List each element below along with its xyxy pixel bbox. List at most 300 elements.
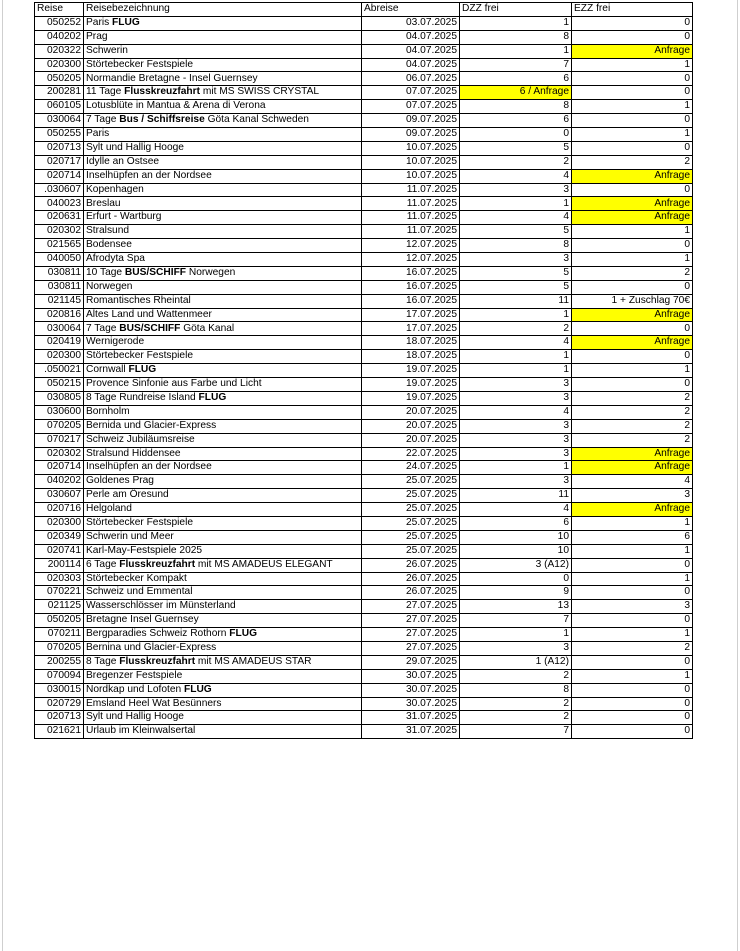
table-row	[35, 586, 693, 600]
cell-reise: 020419	[35, 336, 84, 350]
cell-reise: 200281	[35, 86, 84, 100]
cell-abreise: 16.07.2025	[362, 294, 460, 308]
cell-dzz-frei: 2	[460, 669, 572, 683]
cell-ezz-frei: 1	[572, 572, 693, 586]
cell-abreise: 30.07.2025	[362, 669, 460, 683]
cell-reise: 020716	[35, 503, 84, 517]
name-segment: Provence Sinfonie aus Farbe und Licht	[86, 378, 262, 390]
cell-dzz-frei: 5	[460, 225, 572, 239]
cell-abreise: 09.07.2025	[362, 128, 460, 142]
cell-dzz-frei: 11	[460, 489, 572, 503]
cell-reise: 070205	[35, 641, 84, 655]
cell-dzz-frei: 3	[460, 433, 572, 447]
cell-abreise: 24.07.2025	[362, 461, 460, 475]
cell-ezz-frei: 2	[572, 391, 693, 405]
cell-dzz-frei: 1 (A12)	[460, 655, 572, 669]
name-segment: mit MS SWISS CRYSTAL	[200, 86, 320, 98]
table-row	[35, 641, 693, 655]
cell-dzz-frei: 2	[460, 322, 572, 336]
cell-abreise: 11.07.2025	[362, 211, 460, 225]
name-segment: mit MS AMADEUS STAR	[195, 655, 312, 667]
cell-abreise: 20.07.2025	[362, 405, 460, 419]
cell-reise: 050205	[35, 614, 84, 628]
cell-reise: 070094	[35, 669, 84, 683]
cell-reisebezeichnung	[84, 391, 362, 405]
table-row	[35, 86, 693, 100]
table-row	[35, 58, 693, 72]
name-segment: Schweiz und Emmental	[86, 586, 193, 598]
cell-reisebezeichnung	[84, 725, 362, 739]
page-border-right	[737, 0, 738, 951]
name-segment: Normandie Bretagne - Insel Guernsey	[86, 72, 258, 84]
header-row	[35, 3, 693, 17]
cell-dzz-frei: 1	[460, 350, 572, 364]
cell-reise: 020302	[35, 225, 84, 239]
name-segment: Norwegen	[186, 266, 236, 278]
cell-ezz-frei: 0	[572, 141, 693, 155]
table-row	[35, 558, 693, 572]
cell-reisebezeichnung	[84, 128, 362, 142]
table-row	[35, 114, 693, 128]
cell-dzz-frei: 4	[460, 336, 572, 350]
table-row	[35, 197, 693, 211]
table-row	[35, 475, 693, 489]
cell-reisebezeichnung	[84, 308, 362, 322]
name-segment-bold: Flusskreuzfahrt	[124, 86, 201, 98]
cell-reise: 020816	[35, 308, 84, 322]
table-row	[35, 183, 693, 197]
table-row	[35, 308, 693, 322]
table-row	[35, 655, 693, 669]
cell-reisebezeichnung	[84, 294, 362, 308]
name-segment: Bernina und Glacier-Express	[86, 642, 217, 654]
cell-ezz-frei: Anfrage	[572, 44, 693, 58]
cell-reise: 020741	[35, 544, 84, 558]
name-segment: Urlaub im Kleinwalsertal	[86, 725, 196, 737]
cell-reisebezeichnung	[84, 58, 362, 72]
cell-dzz-frei: 1	[460, 44, 572, 58]
cell-reise: 070217	[35, 433, 84, 447]
cell-reisebezeichnung	[84, 30, 362, 44]
cell-dzz-frei: 8	[460, 100, 572, 114]
name-segment: Schweiz Jubiläumsreise	[86, 433, 195, 445]
cell-ezz-frei: 0	[572, 683, 693, 697]
cell-reisebezeichnung	[84, 100, 362, 114]
cell-reisebezeichnung	[84, 614, 362, 628]
cell-abreise: 16.07.2025	[362, 280, 460, 294]
cell-reise: 021145	[35, 294, 84, 308]
name-segment: Bretagne Insel Guernsey	[86, 614, 199, 626]
cell-reisebezeichnung	[84, 211, 362, 225]
cell-ezz-frei: 0	[572, 280, 693, 294]
cell-abreise: 04.07.2025	[362, 58, 460, 72]
cell-reisebezeichnung	[84, 16, 362, 30]
cell-abreise: 26.07.2025	[362, 558, 460, 572]
cell-reise: 020300	[35, 58, 84, 72]
cell-ezz-frei: 0	[572, 114, 693, 128]
cell-ezz-frei: 0	[572, 558, 693, 572]
cell-dzz-frei: 1	[460, 16, 572, 30]
cell-reise: 040202	[35, 30, 84, 44]
name-segment-bold: Bus / Schiffsreise	[119, 114, 205, 126]
name-segment: Störtebecker Festspiele	[86, 58, 194, 70]
name-segment: Altes Land und Wattenmeer	[86, 308, 212, 320]
cell-ezz-frei: 1	[572, 253, 693, 267]
cell-ezz-frei: 0	[572, 586, 693, 600]
cell-dzz-frei: 3	[460, 447, 572, 461]
cell-ezz-frei: 2	[572, 266, 693, 280]
name-segment: 8 Tage	[86, 655, 120, 667]
cell-abreise: 25.07.2025	[362, 503, 460, 517]
cell-reise: 040050	[35, 253, 84, 267]
name-segment: Afrodyta Spa	[86, 253, 145, 265]
table-row	[35, 239, 693, 253]
cell-dzz-frei: 4	[460, 211, 572, 225]
cell-reise: 020713	[35, 711, 84, 725]
cell-dzz-frei: 3	[460, 419, 572, 433]
cell-abreise: 20.07.2025	[362, 419, 460, 433]
name-segment-bold: FLUG	[184, 683, 212, 695]
cell-reise: 200255	[35, 655, 84, 669]
cell-abreise: 17.07.2025	[362, 308, 460, 322]
page-border-left	[2, 0, 3, 951]
table-row	[35, 225, 693, 239]
cell-abreise: 10.07.2025	[362, 169, 460, 183]
name-segment: Kopenhagen	[86, 183, 144, 195]
cell-abreise: 25.07.2025	[362, 489, 460, 503]
cell-reisebezeichnung	[84, 600, 362, 614]
cell-abreise: 19.07.2025	[362, 378, 460, 392]
name-segment: Bodensee	[86, 239, 132, 251]
cell-dzz-frei: 0	[460, 572, 572, 586]
name-segment-bold: FLUG	[229, 628, 258, 640]
cell-abreise: 11.07.2025	[362, 225, 460, 239]
table-row	[35, 253, 693, 267]
cell-abreise: 09.07.2025	[362, 114, 460, 128]
cell-abreise: 27.07.2025	[362, 600, 460, 614]
table-row	[35, 336, 693, 350]
name-segment: 7 Tage	[86, 114, 120, 126]
cell-reise: 050252	[35, 16, 84, 30]
cell-reise: 020713	[35, 141, 84, 155]
cell-abreise: 25.07.2025	[362, 516, 460, 530]
cell-reise: 040023	[35, 197, 84, 211]
cell-abreise: 19.07.2025	[362, 364, 460, 378]
cell-abreise: 10.07.2025	[362, 155, 460, 169]
cell-reise: 030064	[35, 322, 84, 336]
name-segment: Romantisches Rheintal	[86, 294, 191, 306]
cell-dzz-frei: 3	[460, 475, 572, 489]
cell-dzz-frei: 1	[460, 364, 572, 378]
cell-dzz-frei: 3	[460, 391, 572, 405]
cell-abreise: 31.07.2025	[362, 711, 460, 725]
cell-reisebezeichnung	[84, 669, 362, 683]
name-segment: 10 Tage	[86, 266, 125, 278]
cell-reisebezeichnung	[84, 183, 362, 197]
cell-reise: 020322	[35, 44, 84, 58]
cell-ezz-frei: 6	[572, 530, 693, 544]
cell-ezz-frei: 0	[572, 183, 693, 197]
cell-ezz-frei: Anfrage	[572, 197, 693, 211]
cell-dzz-frei: 11	[460, 294, 572, 308]
cell-abreise: 04.07.2025	[362, 44, 460, 58]
table-row	[35, 461, 693, 475]
cell-reise: 070205	[35, 419, 84, 433]
cell-reise: 020717	[35, 155, 84, 169]
cell-reisebezeichnung	[84, 322, 362, 336]
table-row	[35, 669, 693, 683]
cell-reisebezeichnung	[84, 530, 362, 544]
cell-ezz-frei: 1	[572, 628, 693, 642]
cell-abreise: 11.07.2025	[362, 197, 460, 211]
name-segment-bold: Flusskreuzfahrt	[119, 558, 196, 570]
cell-abreise: 29.07.2025	[362, 655, 460, 669]
cell-reisebezeichnung	[84, 433, 362, 447]
cell-dzz-frei: 7	[460, 58, 572, 72]
cell-reise: 020300	[35, 516, 84, 530]
table-row	[35, 44, 693, 58]
cell-ezz-frei: 0	[572, 614, 693, 628]
cell-ezz-frei: 2	[572, 405, 693, 419]
name-segment: Lotusblüte in Mantua & Arena di Verona	[86, 100, 266, 112]
cell-reise: 021125	[35, 600, 84, 614]
table-row	[35, 378, 693, 392]
name-segment: 11 Tage	[86, 86, 125, 98]
name-segment: Göta Kanal	[180, 322, 235, 334]
table-row	[35, 72, 693, 86]
cell-reisebezeichnung	[84, 197, 362, 211]
cell-dzz-frei: 1	[460, 628, 572, 642]
cell-reise: 030811	[35, 280, 84, 294]
cell-dzz-frei: 2	[460, 711, 572, 725]
cell-ezz-frei: Anfrage	[572, 211, 693, 225]
table-row	[35, 141, 693, 155]
cell-reisebezeichnung	[84, 558, 362, 572]
cell-ezz-frei: 1	[572, 669, 693, 683]
table-row	[35, 350, 693, 364]
cell-reise: 020349	[35, 530, 84, 544]
cell-ezz-frei: 1	[572, 58, 693, 72]
cell-reisebezeichnung	[84, 155, 362, 169]
cell-dzz-frei: 8	[460, 30, 572, 44]
cell-ezz-frei: 0	[572, 16, 693, 30]
cell-dzz-frei: 6 / Anfrage	[460, 86, 572, 100]
table-row	[35, 322, 693, 336]
cell-ezz-frei: 1	[572, 364, 693, 378]
cell-abreise: 19.07.2025	[362, 391, 460, 405]
cell-abreise: 26.07.2025	[362, 586, 460, 600]
cell-ezz-frei: 0	[572, 697, 693, 711]
cell-dzz-frei: 10	[460, 544, 572, 558]
table-row	[35, 697, 693, 711]
cell-dzz-frei: 8	[460, 239, 572, 253]
cell-ezz-frei: 1	[572, 128, 693, 142]
cell-reise: 030600	[35, 405, 84, 419]
cell-reisebezeichnung	[84, 628, 362, 642]
cell-dzz-frei: 6	[460, 72, 572, 86]
availability-table	[34, 2, 693, 739]
table-row	[35, 266, 693, 280]
cell-ezz-frei: 0	[572, 72, 693, 86]
cell-reise: 030064	[35, 114, 84, 128]
cell-reisebezeichnung	[84, 86, 362, 100]
cell-abreise: 17.07.2025	[362, 322, 460, 336]
table-row	[35, 614, 693, 628]
cell-reise: 021565	[35, 239, 84, 253]
cell-reise: 030805	[35, 391, 84, 405]
cell-dzz-frei: 5	[460, 141, 572, 155]
cell-dzz-frei: 6	[460, 114, 572, 128]
name-segment: Paris	[86, 128, 110, 140]
cell-reisebezeichnung	[84, 475, 362, 489]
cell-ezz-frei: Anfrage	[572, 503, 693, 517]
cell-dzz-frei: 5	[460, 266, 572, 280]
cell-ezz-frei: 1	[572, 225, 693, 239]
name-segment: Bernida und Glacier-Express	[86, 419, 217, 431]
name-segment: 7 Tage	[86, 322, 120, 334]
cell-dzz-frei: 1	[460, 308, 572, 322]
name-segment: Bregenzer Festspiele	[86, 669, 183, 681]
cell-reisebezeichnung	[84, 655, 362, 669]
cell-reisebezeichnung	[84, 350, 362, 364]
cell-ezz-frei: 0	[572, 655, 693, 669]
header-abreise: Abreise	[362, 3, 460, 17]
cell-ezz-frei: 2	[572, 433, 693, 447]
cell-dzz-frei: 1	[460, 197, 572, 211]
cell-ezz-frei: 2	[572, 155, 693, 169]
cell-reise: 020714	[35, 461, 84, 475]
cell-abreise: 25.07.2025	[362, 544, 460, 558]
name-segment-bold: BUS/SCHIFF	[119, 322, 181, 334]
cell-reise: 020729	[35, 697, 84, 711]
cell-dzz-frei: 4	[460, 169, 572, 183]
name-segment: Störtebecker Kompakt	[86, 572, 187, 584]
name-segment: Cornwall	[86, 364, 129, 376]
cell-dzz-frei: 13	[460, 600, 572, 614]
cell-dzz-frei: 1	[460, 461, 572, 475]
cell-abreise: 31.07.2025	[362, 725, 460, 739]
table-row	[35, 169, 693, 183]
cell-dzz-frei: 4	[460, 405, 572, 419]
cell-dzz-frei: 10	[460, 530, 572, 544]
cell-dzz-frei: 8	[460, 683, 572, 697]
cell-abreise: 25.07.2025	[362, 530, 460, 544]
cell-ezz-frei: Anfrage	[572, 336, 693, 350]
table-row	[35, 294, 693, 308]
cell-dzz-frei: 3	[460, 253, 572, 267]
cell-reise: 050255	[35, 128, 84, 142]
cell-abreise: 04.07.2025	[362, 30, 460, 44]
table-row	[35, 683, 693, 697]
table-row	[35, 30, 693, 44]
cell-ezz-frei: 1	[572, 544, 693, 558]
cell-reise: 021621	[35, 725, 84, 739]
cell-reisebezeichnung	[84, 72, 362, 86]
cell-ezz-frei: Anfrage	[572, 447, 693, 461]
cell-ezz-frei: 0	[572, 86, 693, 100]
cell-reise: .030607	[35, 183, 84, 197]
name-segment: Goldenes Prag	[86, 475, 154, 487]
cell-dzz-frei: 3 (A12)	[460, 558, 572, 572]
name-segment: Stralsund Hiddensee	[86, 447, 181, 459]
cell-ezz-frei: 1 + Zuschlag 70€	[572, 294, 693, 308]
name-segment: 8 Tage Rundreise Island	[86, 391, 199, 403]
cell-reisebezeichnung	[84, 141, 362, 155]
cell-reisebezeichnung	[84, 405, 362, 419]
name-segment: Karl-May-Festspiele 2025	[86, 544, 203, 556]
cell-reisebezeichnung	[84, 641, 362, 655]
cell-abreise: 18.07.2025	[362, 350, 460, 364]
cell-reisebezeichnung	[84, 516, 362, 530]
cell-dzz-frei: 7	[460, 725, 572, 739]
cell-reise: .050021	[35, 364, 84, 378]
cell-reise: 030811	[35, 266, 84, 280]
table-row	[35, 280, 693, 294]
name-segment: Erfurt - Wartburg	[86, 211, 162, 223]
cell-ezz-frei: 2	[572, 641, 693, 655]
name-segment: Norwegen	[86, 280, 133, 292]
table-row	[35, 433, 693, 447]
table-row	[35, 155, 693, 169]
cell-reisebezeichnung	[84, 378, 362, 392]
cell-reise: 030015	[35, 683, 84, 697]
cell-ezz-frei: 0	[572, 322, 693, 336]
cell-dzz-frei: 0	[460, 128, 572, 142]
cell-reise: 050205	[35, 72, 84, 86]
table-row	[35, 128, 693, 142]
name-segment: Idylle an Ostsee	[86, 155, 160, 167]
cell-abreise: 16.07.2025	[362, 266, 460, 280]
table-row	[35, 489, 693, 503]
cell-reisebezeichnung	[84, 697, 362, 711]
cell-ezz-frei: 0	[572, 378, 693, 392]
cell-dzz-frei: 6	[460, 516, 572, 530]
cell-reisebezeichnung	[84, 503, 362, 517]
cell-reisebezeichnung	[84, 239, 362, 253]
name-segment: Schwerin	[86, 44, 128, 56]
cell-reise: 020300	[35, 350, 84, 364]
table-row	[35, 600, 693, 614]
cell-reisebezeichnung	[84, 280, 362, 294]
table-row	[35, 447, 693, 461]
header-dzz-frei: DZZ frei	[460, 3, 572, 17]
cell-ezz-frei: 0	[572, 711, 693, 725]
name-segment-bold: FLUG	[112, 16, 140, 28]
cell-ezz-frei: 0	[572, 350, 693, 364]
name-segment: Sylt und Hallig Hooge	[86, 141, 184, 153]
cell-ezz-frei: 3	[572, 489, 693, 503]
cell-abreise: 06.07.2025	[362, 72, 460, 86]
name-segment-bold: FLUG	[198, 391, 227, 403]
cell-ezz-frei: 2	[572, 419, 693, 433]
name-segment: Wernigerode	[86, 336, 145, 348]
cell-abreise: 30.07.2025	[362, 683, 460, 697]
cell-reisebezeichnung	[84, 489, 362, 503]
cell-reisebezeichnung	[84, 461, 362, 475]
cell-ezz-frei: 4	[572, 475, 693, 489]
name-segment: Paris	[86, 16, 113, 28]
cell-abreise: 27.07.2025	[362, 628, 460, 642]
cell-reise: 070211	[35, 628, 84, 642]
cell-ezz-frei: Anfrage	[572, 169, 693, 183]
cell-ezz-frei: 0	[572, 30, 693, 44]
cell-ezz-frei: Anfrage	[572, 461, 693, 475]
name-segment: Nordkap und Lofoten	[86, 683, 184, 695]
cell-reisebezeichnung	[84, 419, 362, 433]
table-row	[35, 211, 693, 225]
cell-ezz-frei: 1	[572, 516, 693, 530]
cell-reise: 020714	[35, 169, 84, 183]
